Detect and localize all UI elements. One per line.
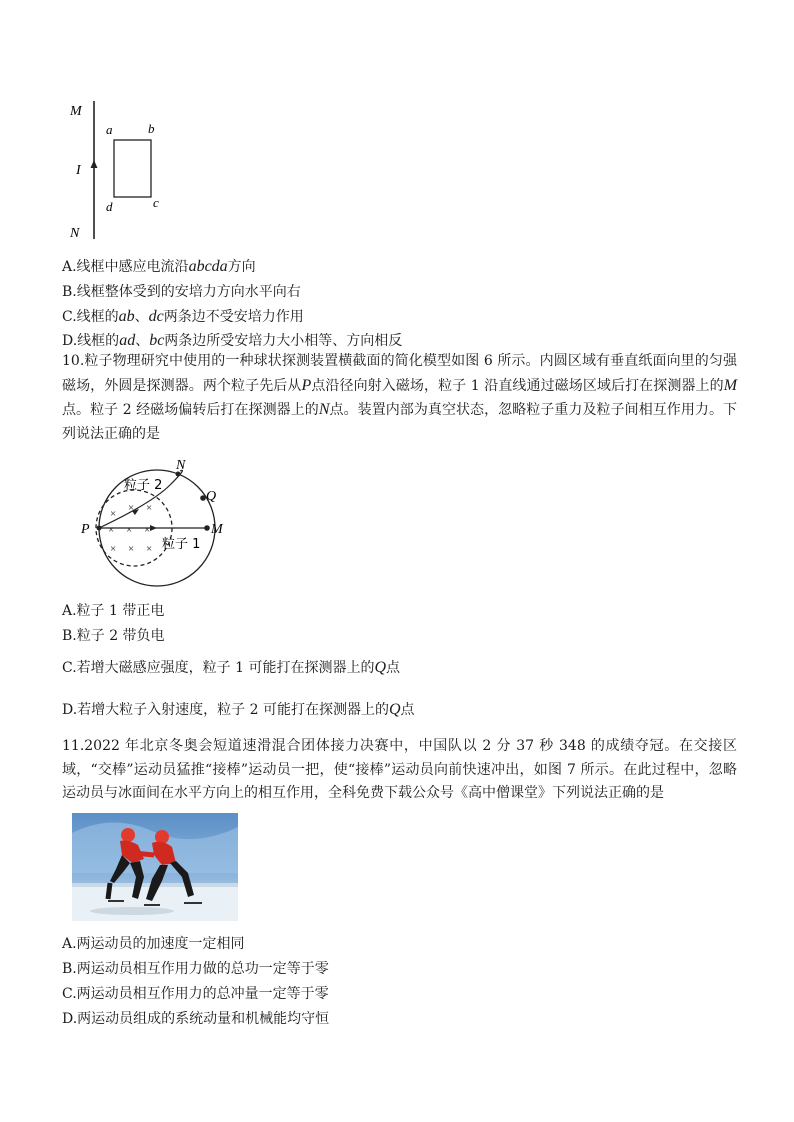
q10-stem-part4: 点。装置内部为真空状态，忽略粒子重力及粒子间相互作用力。下列说法正确的是 — [62, 402, 738, 442]
q9-option-a-text-end: 方向 — [227, 259, 256, 275]
label-M-detector: M — [211, 522, 223, 537]
q9-option-b: B.线框整体受到的安培力方向水平向右 — [62, 284, 301, 300]
q9-option-a-var: abcda — [188, 258, 228, 275]
q10-option-c-var: Q — [374, 659, 387, 676]
field-cross: × — [110, 543, 117, 555]
q10-stem-var-p: P — [301, 376, 312, 394]
field-cross: × — [126, 524, 133, 536]
q10-option-d-text: D.若增大粒子入射速度，粒子 2 可能打在探测器上的 — [62, 702, 389, 718]
q10-stem-part3: 点。粒子 2 经磁场偏转后打在探测器上的 — [62, 402, 319, 418]
q9-option-c-text-end: 两条边不受安培力作用 — [163, 309, 304, 325]
field-cross: × — [108, 524, 115, 536]
q9-option-d-sep: 、 — [135, 333, 150, 349]
point-M-dot — [204, 525, 210, 531]
q10-option-d-var: Q — [388, 701, 401, 718]
q10-stem-var-n: N — [318, 401, 330, 418]
q9-option-c — [62, 308, 304, 326]
field-cross: × — [128, 502, 135, 514]
q10-stem-var-m: M — [723, 376, 738, 394]
q9-option-c-sep: 、 — [134, 309, 149, 325]
label-a: a — [106, 122, 113, 137]
q10-stem-part1: 10.粒子物理研究中使用的一种球状探测装置横截面的简化模型如图 6 所示。内圆区域有垂直纸面向里的匀强磁场，外圆是探测器。两个粒子先后从 — [62, 353, 737, 394]
q9-option-d-text-end: 两条边所受安培力大小相等、方向相反 — [164, 333, 403, 349]
label-N: N — [70, 226, 80, 241]
point-Q-dot — [200, 495, 206, 501]
field-cross: × — [146, 502, 153, 514]
q10-stem — [62, 350, 737, 446]
particle1-arrow-icon — [150, 525, 157, 531]
q11-option-d: D.两运动员组成的系统动量和机械能均守恒 — [62, 1011, 330, 1027]
q9-option-d-text: D.线框的 — [62, 333, 120, 349]
q11-option-a: A.两运动员的加速度一定相同 — [62, 936, 245, 952]
q10-option-d — [62, 701, 415, 719]
q10-option-c — [62, 659, 400, 677]
label-Q: Q — [206, 489, 217, 504]
q9-option-a — [62, 258, 256, 276]
current-arrow-icon — [91, 160, 98, 168]
q10-option-c-text-end: 点 — [386, 660, 401, 676]
q9-option-c-text: C.线框的 — [62, 309, 119, 325]
q10-option-b: B.粒子 2 带负电 — [62, 628, 165, 644]
speed-skating-photo — [72, 813, 238, 921]
field-cross: × — [110, 508, 117, 520]
detector-figure — [70, 455, 240, 595]
label-M: M — [70, 104, 82, 119]
label-particle1: 粒子 1 — [162, 537, 201, 552]
point-P-dot — [97, 526, 102, 531]
label-P: P — [81, 522, 90, 537]
label-I: I — [76, 163, 81, 178]
q10-option-a: A.粒子 1 带正电 — [62, 603, 165, 619]
field-cross: × — [144, 524, 151, 536]
wire-loop-figure — [60, 95, 180, 245]
q11-option-b: B.两运动员相互作用力做的总功一定等于零 — [62, 961, 329, 977]
rectangular-loop — [114, 140, 151, 197]
q11-option-c: C.两运动员相互作用力的总冲量一定等于零 — [62, 986, 329, 1002]
q10-stem-part2: 点沿径向射入磁场，粒子 1 沿直线通过磁场区域后打在探测器上的 — [311, 377, 724, 394]
q9-option-c-var1: ab — [118, 308, 135, 325]
label-b: b — [148, 121, 155, 136]
q9-option-d — [62, 332, 402, 350]
field-cross: × — [146, 543, 153, 555]
q9-option-d-var1: ad — [119, 332, 136, 349]
q9-option-d-var2: bc — [149, 332, 165, 349]
q9-option-a-text: A.线框中感应电流沿 — [62, 259, 189, 275]
q9-option-c-var2: dc — [148, 308, 164, 325]
label-N-detector: N — [176, 458, 186, 473]
q10-option-c-text: C.若增大磁感应强度，粒子 1 可能打在探测器上的 — [62, 660, 375, 676]
field-cross: × — [128, 543, 135, 555]
q10-option-d-text-end: 点 — [400, 702, 415, 718]
label-particle2: 粒子 2 — [124, 478, 163, 493]
label-c: c — [153, 195, 159, 210]
label-d: d — [106, 199, 113, 214]
q11-stem: 11.2022 年北京冬奥会短道速滑混合团体接力决赛中，中国队以 2 分 37 秒 348 的成绩夺冠。在交接区域，“交棒”运动员猛推“接棒”运动员一把，使“接棒”运动员向前快速冲出，如图 7 所示。在此过程中，忽略运动员与冰面间在水平方向上的相互作用，全科免费下载公众号《高中僧课堂》下列说法正确的是 — [62, 738, 737, 801]
